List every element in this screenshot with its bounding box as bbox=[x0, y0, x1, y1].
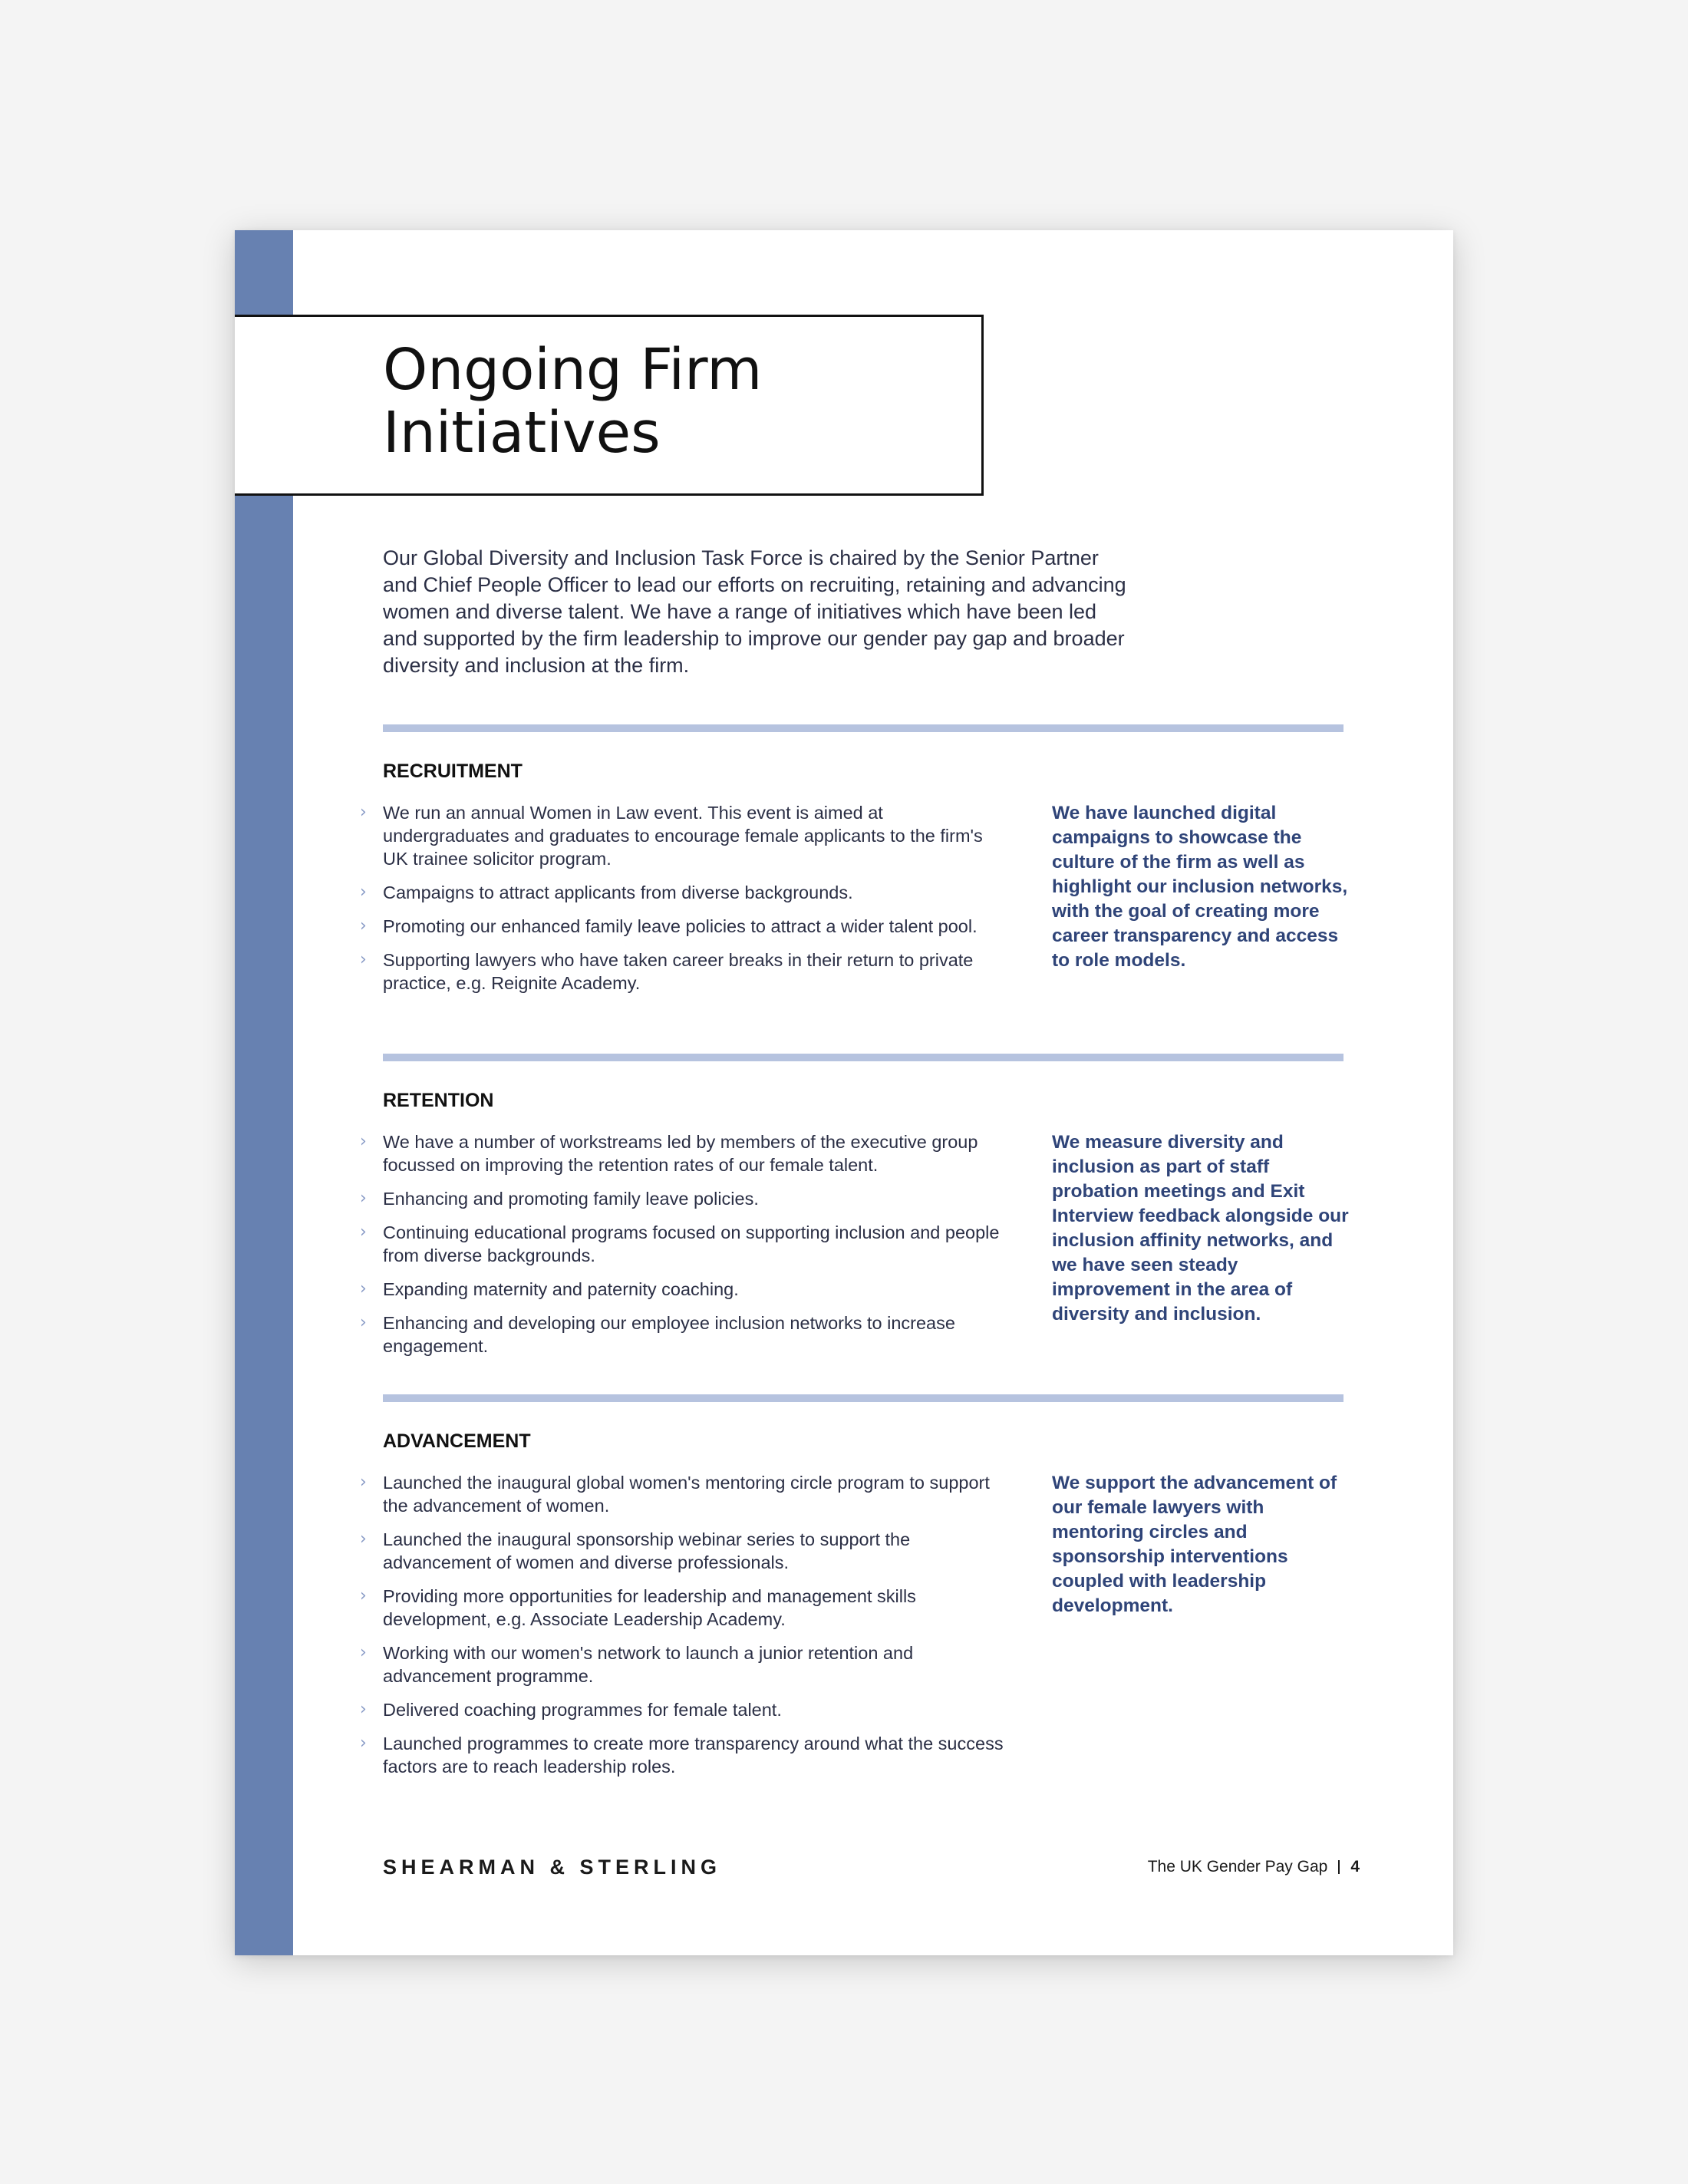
page-footer bbox=[1148, 1858, 1360, 1876]
bullet-item bbox=[360, 1278, 1012, 1301]
bullet-text: Enhancing and developing our employee inclusion networks to increase engagement. bbox=[383, 1313, 955, 1356]
page-title bbox=[383, 338, 966, 464]
chevron-right-icon: › bbox=[360, 883, 367, 902]
bullet-text: Launched the inaugural global women's mentoring circle program to support the advancement of women. bbox=[383, 1473, 990, 1516]
bullet-text: Launched the inaugural sponsorship webinar series to support the advancement of women and diverse professionals. bbox=[383, 1529, 911, 1572]
bullet-item bbox=[360, 948, 1012, 995]
bullet-item bbox=[360, 1641, 1012, 1687]
chevron-right-icon: › bbox=[360, 803, 367, 822]
chevron-right-icon: › bbox=[360, 950, 367, 969]
bullet-text: Delivered coaching programmes for female talent. bbox=[383, 1700, 782, 1720]
section-retention bbox=[360, 1054, 1349, 1368]
chevron-right-icon: › bbox=[360, 1189, 367, 1208]
bullet-text: Campaigns to attract applicants from diverse backgrounds. bbox=[383, 883, 853, 902]
callout-text: We measure diversity and inclusion as part of staff probation meetings and Exit Interview feedback alongside our inclusion affinity networks, and we have seen steady improvement in the area of diversity and inclusion. bbox=[1052, 1132, 1349, 1325]
bullet-list bbox=[360, 1130, 1012, 1358]
section-body bbox=[360, 801, 1348, 995]
page-title-line2: Initiatives bbox=[383, 400, 661, 466]
bullet-text: Working with our women's network to launch a junior retention and advancement programme. bbox=[383, 1643, 914, 1686]
bullet-text: Launched programmes to create more transparency around what the success factors are to reach leadership roles. bbox=[383, 1734, 1004, 1777]
chevron-right-icon: › bbox=[360, 916, 367, 935]
bullet-item bbox=[360, 881, 1012, 904]
bullet-text: Supporting lawyers who have taken career breaks in their return to private practice, e.g. Reignite Academy. bbox=[383, 950, 974, 993]
chevron-right-icon: › bbox=[360, 1313, 367, 1332]
chevron-right-icon: › bbox=[360, 1222, 367, 1242]
bullet-item bbox=[360, 1471, 1012, 1517]
bullet-list bbox=[360, 1471, 1012, 1778]
chevron-right-icon: › bbox=[360, 1529, 367, 1549]
section-divider bbox=[383, 1054, 1343, 1061]
bullet-item bbox=[360, 1732, 1012, 1778]
intro-paragraph: Our Global Diversity and Inclusion Task Force is chaired by the Senior Partner and Chief People Officer to lead our efforts on recruiting, retaining and advancing women and diverse talent. We have a range of initiatives which have been led and supported by the firm leadership to improve our gender pay gap and broader diversity and inclusion at the firm. bbox=[383, 546, 1126, 677]
firm-logo-wordmark: SHEARMAN & STERLING bbox=[383, 1856, 722, 1879]
chevron-right-icon: › bbox=[360, 1734, 367, 1753]
section-heading: ADVANCEMENT bbox=[383, 1430, 531, 1452]
bullet-item bbox=[360, 915, 1012, 938]
bullet-item bbox=[360, 1698, 1012, 1721]
page-title-line1: Ongoing Firm bbox=[383, 337, 763, 403]
bullet-list bbox=[360, 801, 1012, 995]
footer-divider bbox=[1338, 1860, 1340, 1874]
chevron-right-icon: › bbox=[360, 1643, 367, 1662]
title-box bbox=[235, 315, 984, 496]
bullet-text: Continuing educational programs focused on supporting inclusion and people from diverse backgrounds. bbox=[383, 1222, 1000, 1265]
callout-text: We support the advancement of our female lawyers with mentoring circles and sponsorship interventions coupled with leadership development. bbox=[1052, 1473, 1337, 1616]
bullet-text: Expanding maternity and paternity coaching. bbox=[383, 1279, 739, 1299]
bullet-text: We run an annual Women in Law event. This event is aimed at undergraduates and graduates to encourage female applicants to the firm's UK trainee solicitor program. bbox=[383, 803, 983, 869]
section-recruitment bbox=[360, 724, 1348, 1005]
section-divider bbox=[383, 724, 1343, 732]
bullet-text: Enhancing and promoting family leave policies. bbox=[383, 1189, 759, 1209]
bullet-item bbox=[360, 1528, 1012, 1574]
page-number: 4 bbox=[1350, 1858, 1360, 1876]
chevron-right-icon: › bbox=[360, 1132, 367, 1151]
callout-text: We have launched digital campaigns to showcase the culture of the firm as well as highlight our inclusion networks, with the goal of creating more career transparency and access to role models. bbox=[1052, 803, 1348, 971]
bullet-item bbox=[360, 1221, 1012, 1267]
bullet-text: Providing more opportunities for leadership and management skills development, e.g. Associate Leadership Academy. bbox=[383, 1586, 916, 1629]
section-body bbox=[360, 1471, 1343, 1778]
section-advancement bbox=[360, 1394, 1343, 1789]
bullet-item bbox=[360, 1311, 1012, 1358]
bullet-item bbox=[360, 1585, 1012, 1631]
section-heading: RECRUITMENT bbox=[383, 760, 523, 782]
bullet-item bbox=[360, 1187, 1012, 1210]
document-title: The UK Gender Pay Gap bbox=[1147, 1858, 1328, 1876]
section-divider bbox=[383, 1394, 1343, 1402]
chevron-right-icon: › bbox=[360, 1700, 367, 1719]
section-heading: RETENTION bbox=[383, 1090, 494, 1111]
bullet-item bbox=[360, 1130, 1012, 1176]
section-body bbox=[360, 1130, 1349, 1358]
bullet-text: Promoting our enhanced family leave policies to attract a wider talent pool. bbox=[383, 916, 978, 936]
bullet-item bbox=[360, 801, 1012, 870]
bullet-text: We have a number of workstreams led by members of the executive group focussed on improving the retention rates of our female talent. bbox=[383, 1132, 978, 1175]
report-page bbox=[235, 230, 1453, 1955]
chevron-right-icon: › bbox=[360, 1586, 367, 1605]
chevron-right-icon: › bbox=[360, 1279, 367, 1298]
chevron-right-icon: › bbox=[360, 1473, 367, 1492]
